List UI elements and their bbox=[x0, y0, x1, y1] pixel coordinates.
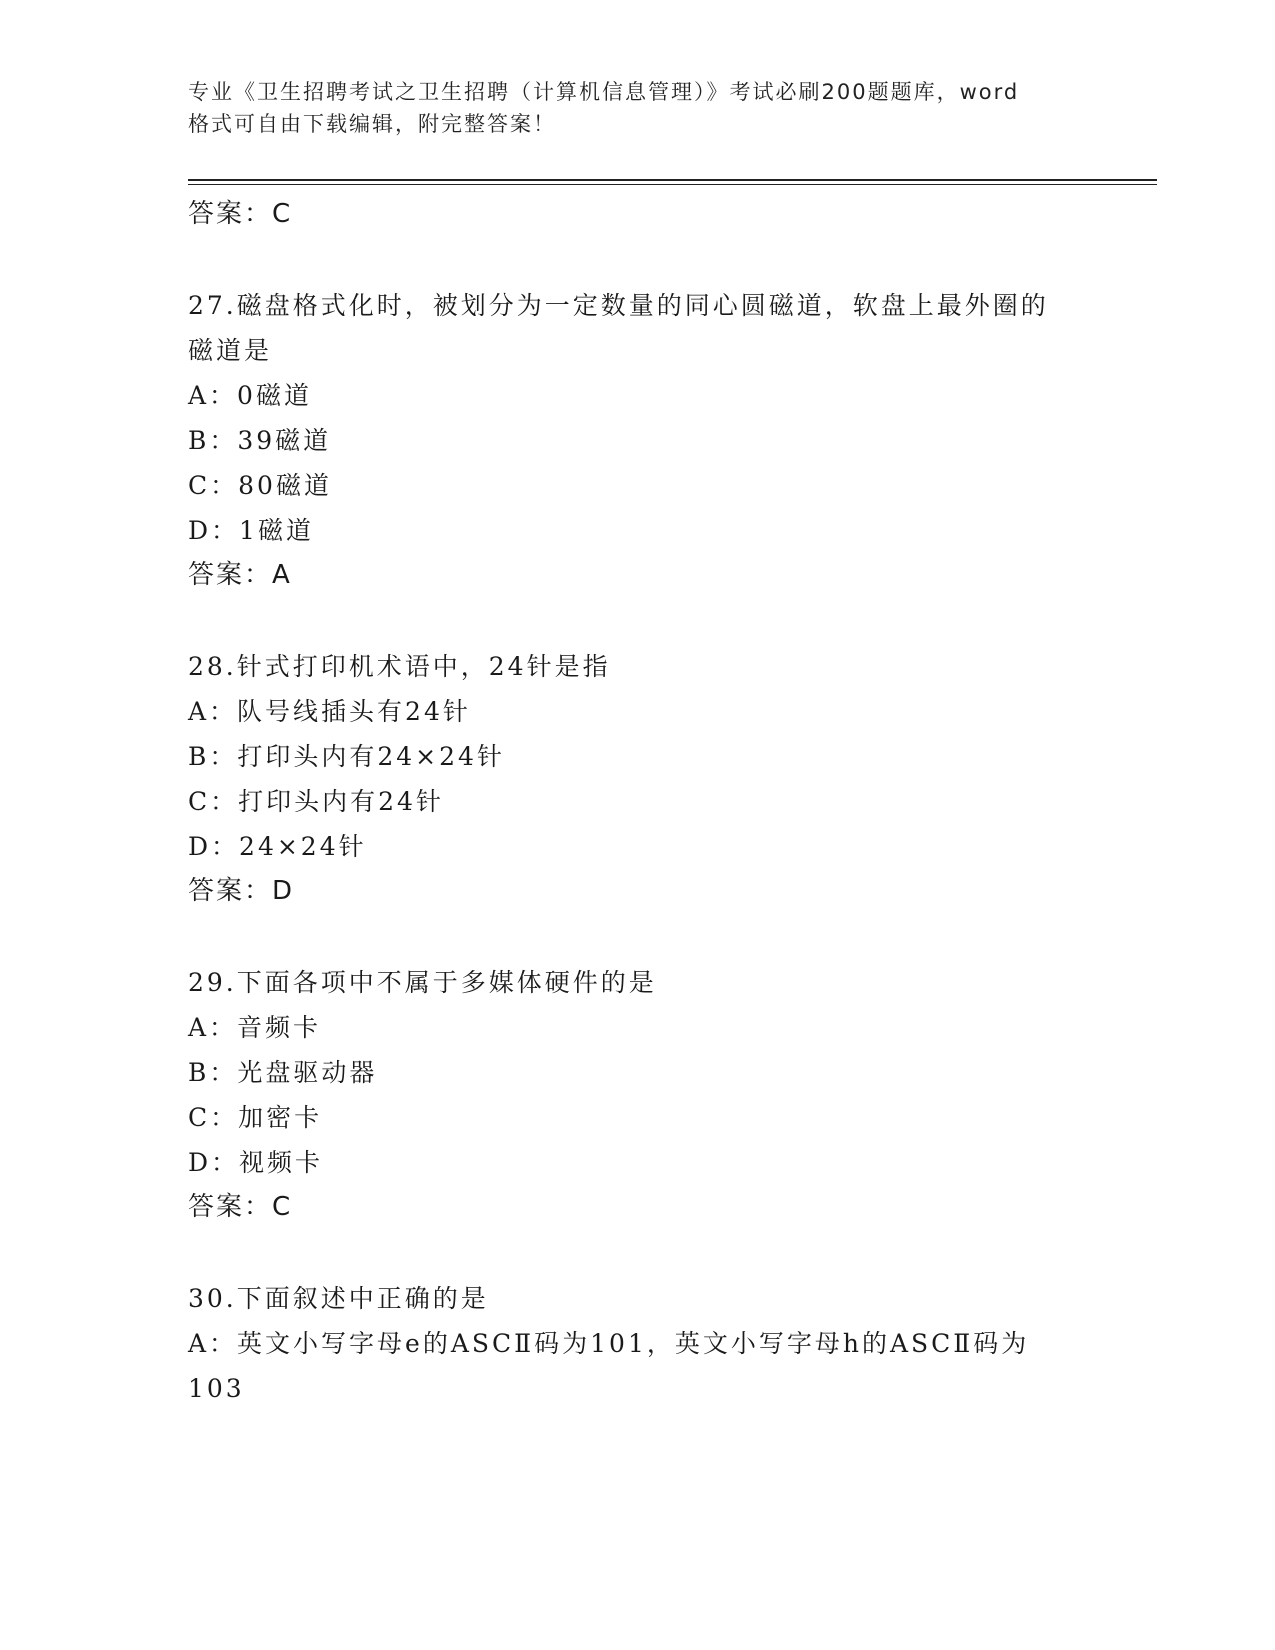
question-stem-continued: 磁道是 bbox=[188, 336, 273, 365]
header-line-1: 专业《卫生招聘考试之卫生招聘（计算机信息管理）》考试必刷200题题库，word bbox=[188, 80, 1020, 104]
spacer bbox=[188, 1230, 1088, 1276]
option-b: B：39磁道 bbox=[188, 426, 332, 455]
option-a-continued: 103 bbox=[188, 1374, 245, 1403]
question-27 bbox=[188, 283, 1088, 598]
answer: 答案：A bbox=[188, 560, 292, 590]
option-a: A：0磁道 bbox=[188, 381, 312, 410]
question-29 bbox=[188, 960, 1088, 1230]
spacer bbox=[188, 914, 1088, 960]
option-c: C：打印头内有24针 bbox=[188, 787, 444, 816]
question-stem: 30.下面叙述中正确的是 bbox=[188, 1284, 489, 1313]
option-b: B：打印头内有24×24针 bbox=[188, 742, 505, 771]
option-b: B：光盘驱动器 bbox=[188, 1058, 378, 1087]
header-divider-thin bbox=[188, 184, 1157, 185]
option-a: A：音频卡 bbox=[188, 1013, 322, 1042]
header-line-2: 格式可自由下载编辑，附完整答案！ bbox=[188, 112, 556, 136]
option-d: D：1磁道 bbox=[188, 516, 314, 545]
spacer bbox=[188, 598, 1088, 644]
header-divider-thick bbox=[188, 179, 1157, 181]
answer: 答案：C bbox=[188, 1192, 293, 1222]
option-a: A：队号线插头有24针 bbox=[188, 697, 471, 726]
question-stem: 29.下面各项中不属于多媒体硬件的是 bbox=[188, 968, 657, 997]
question-stem: 28.针式打印机术语中，24针是指 bbox=[188, 652, 611, 681]
question-28 bbox=[188, 644, 1088, 914]
answer: 答案：D bbox=[188, 876, 295, 906]
option-c: C：80磁道 bbox=[188, 471, 332, 500]
question-30 bbox=[188, 1276, 1088, 1411]
document-header bbox=[188, 76, 1088, 140]
question-stem: 27.磁盘格式化时，被划分为一定数量的同心圆磁道，软盘上最外圈的 bbox=[188, 291, 1049, 320]
option-d: D：视频卡 bbox=[188, 1148, 324, 1177]
spacer bbox=[188, 237, 1088, 283]
questions-content bbox=[188, 192, 1088, 1411]
option-c: C：加密卡 bbox=[188, 1103, 323, 1132]
option-d: D：24×24针 bbox=[188, 832, 367, 861]
previous-answer: 答案：C bbox=[188, 199, 293, 229]
option-a: A：英文小写字母e的ASCⅡ码为101，英文小写字母h的ASCⅡ码为 bbox=[188, 1329, 1030, 1358]
